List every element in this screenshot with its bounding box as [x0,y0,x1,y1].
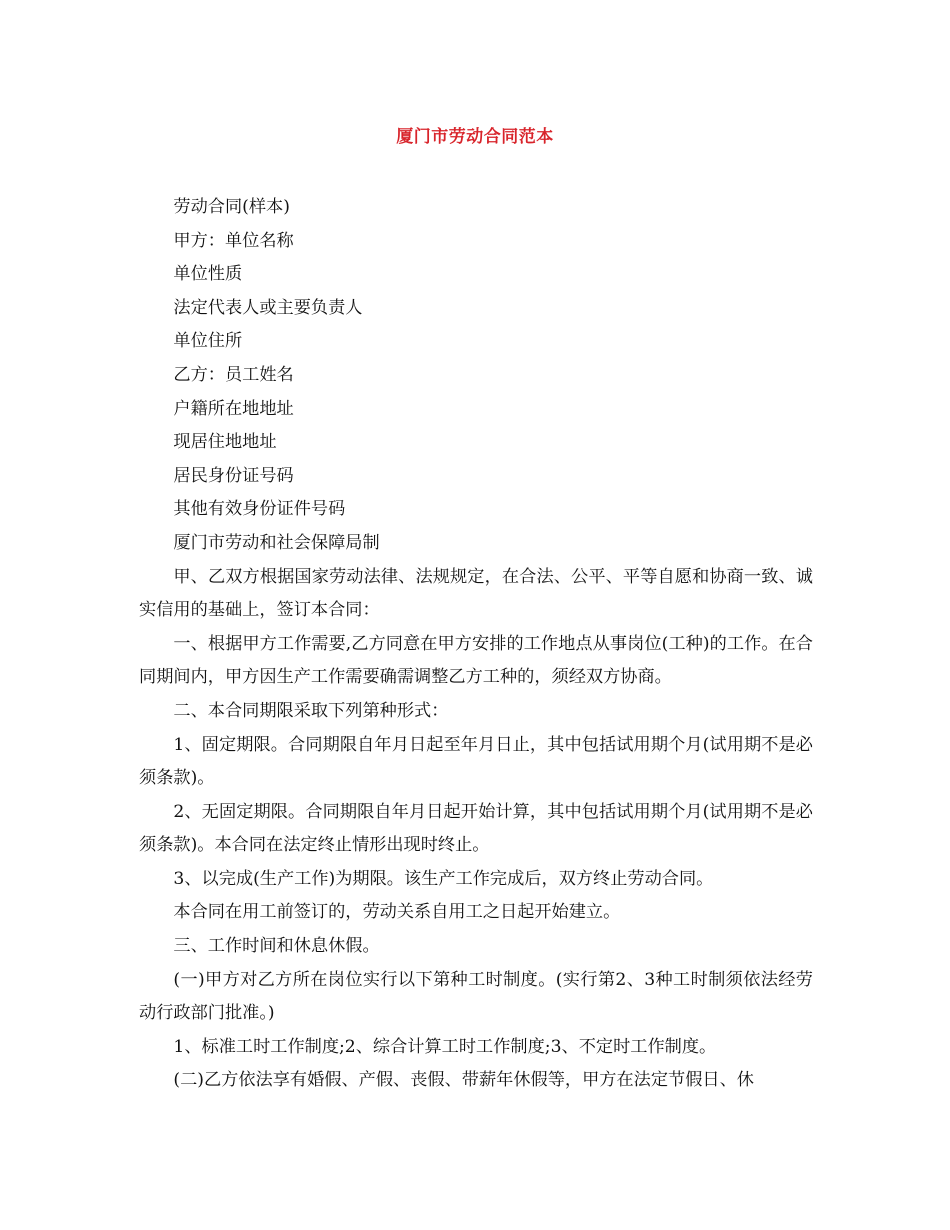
paragraph-clause-3-options: 1、标准工时工作制度;2、综合计算工时工作制度;3、不定时工作制度。 [173,1036,717,1057]
paragraph-id-number: 居民身份证号码 [173,465,294,486]
paragraph-legal-representative: 法定代表人或主要负责人 [173,297,363,318]
paragraph-preamble: 甲、乙双方根据国家劳动法律、法规规定，在合法、公平、平等自愿和协商一致、诚实信用的基础上，签订本合同： [139,566,813,621]
document-body [139,191,813,1098]
paragraph-clause-3-sub-1: (一)甲方对乙方所在岗位实行以下第种工时制度。(实行第2、3种工时制须依法经劳动行政部门批准。) [139,969,813,1024]
paragraph-party-b-name: 乙方：员工姓名 [173,364,294,385]
paragraph-household-address: 户籍所在地地址 [173,398,294,419]
paragraph-clause-2-item-1: 1、固定期限。合同期限自年月日起至年月日止，其中包括试用期个月(试用期不是必须条款)。 [139,734,813,789]
paragraph-clause-2-item-3: 3、以完成(生产工作)为期限。该生产工作完成后，双方终止劳动合同。 [173,868,714,889]
paragraph-current-address: 现居住地地址 [173,432,277,453]
paragraph-clause-3: 三、工作时间和休息休假。 [173,936,380,957]
document-title: 厦门市劳动合同范本 [396,127,554,147]
paragraph-contract-sample: 劳动合同(样本) [173,197,290,217]
paragraph-clause-2-item-2: 2、无固定期限。合同期限自年月日起开始计算，其中包括试用期个月(试用期不是必须条款)。本合同在法定终止情形出现时终止。 [139,801,813,856]
paragraph-clause-3-sub-2: (二)乙方依法享有婚假、产假、丧假、带薪年休假等，甲方在法定节假日、休 [173,1070,754,1091]
paragraph-unit-nature: 单位性质 [173,264,243,285]
paragraph-clause-1: 一、根据甲方工作需要,乙方同意在甲方安排的工作地点从事岗位(工种)的工作。在合同期间内，甲方因生产工作需要确需调整乙方工种的，须经双方协商。 [139,633,813,688]
paragraph-relationship-start: 本合同在用工前签订的，劳动关系自用工之日起开始建立。 [173,902,621,923]
paragraph-other-id-number: 其他有效身份证件号码 [173,499,346,520]
paragraph-issuer: 厦门市劳动和社会保障局制 [173,532,380,553]
paragraph-party-a-name: 甲方：单位名称 [173,230,294,251]
paragraph-unit-address: 单位住所 [173,331,243,352]
paragraph-clause-2: 二、本合同期限采取下列第种形式： [173,700,449,721]
